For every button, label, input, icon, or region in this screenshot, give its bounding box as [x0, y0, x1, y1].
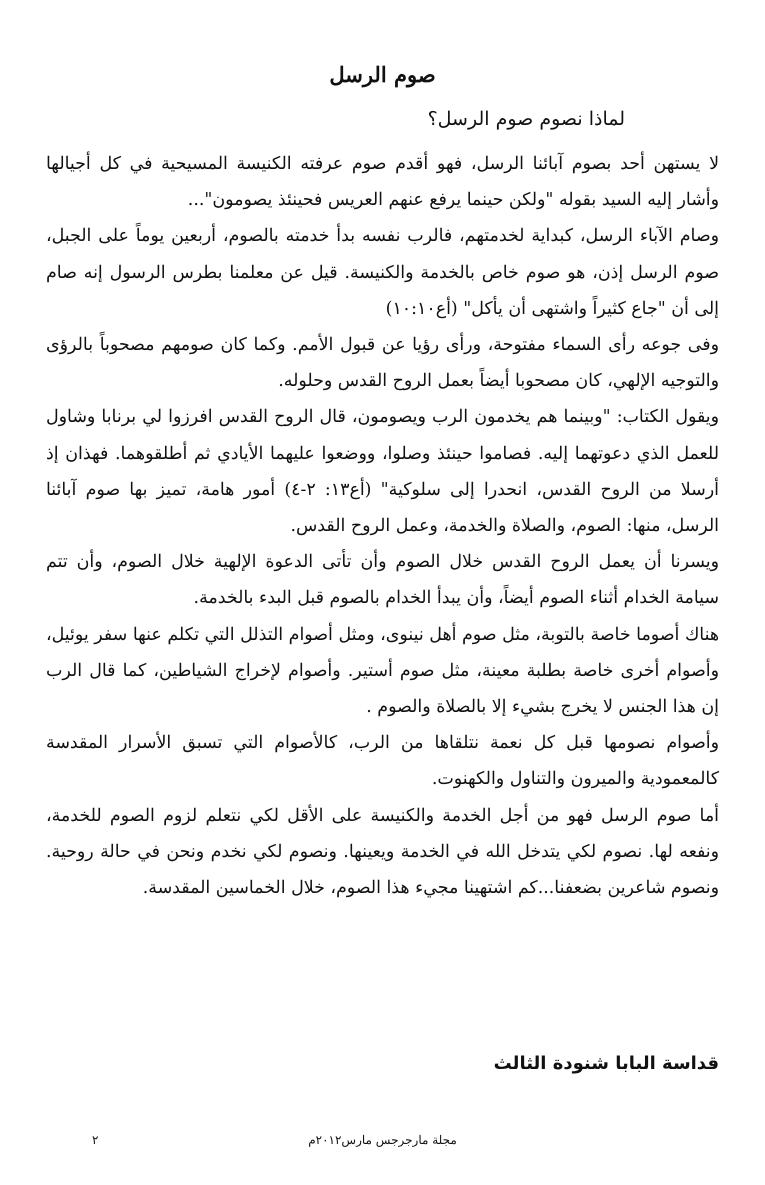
paragraph: أما صوم الرسل فهو من أجل الخدمة والكنيسة على الأقل لكي نتعلم لزوم الصوم للخدمة، ونفعه لها. نصوم لكي يتدخل الله في الخدمة ويعينها. ونصوم لكي نخدم ونحن في حالة روحية. ونصوم شاعرين بضعفنا...كم اشتهينا مجيء هذا الصوم، خلال الخماسين المقدسة.	[46, 805, 719, 899]
question-heading: لماذا نصوم صوم الرسل؟	[427, 108, 625, 130]
paragraph: وصام الآباء الرسل، كبداية لخدمتهم، فالرب نفسه بدأ خدمته بالصوم، أربعين يوماً على الجبل، صوم الرسل إذن، هو صوم خاص بالخدمة والكنيسة. قيل عن معلمنا بطرس الرسول إنه صام إلى أن "جاع كثيراً واشتهى أن يأكل" (أع١٠:١٠)	[46, 226, 719, 319]
footer-magazine-name: مجلة مارجرجس مارس٢٠١٢م	[308, 1133, 457, 1147]
paragraph: هناك أصوما خاصة بالتوبة، مثل صوم أهل نينوى، ومثل أصوام التذلل التي تكلم عنها سفر يوئيل، وأصوام أخرى خاصة بطلبة معينة، مثل صوم أستير. وأصوام لإخراج الشياطين، كما قال الرب إن هذا الجنس لا يخرج بشيء إلا بالصلاة والصوم .	[46, 624, 719, 718]
page-title: صوم الرسل	[329, 62, 436, 87]
page-number: ٢	[92, 1133, 99, 1147]
paragraph: لا يستهن أحد بصوم آبائنا الرسل، فهو أقدم صوم عرفته الكنيسة المسيحية في كل أجيالها وأشار إليه السيد بقوله "ولكن حينما يرفع عنهم العريس فحينئذ يصومون"...	[46, 154, 719, 211]
article-body	[46, 146, 719, 906]
author-signature: قداسة البابا شنودة الثالث	[493, 1053, 719, 1074]
page-footer	[0, 1133, 765, 1153]
paragraph: ويسرنا أن يعمل الروح القدس خلال الصوم وأن تأتى الدعوة الإلهية خلال الصوم، وأن تتم سيامة الخدام أثناء الصوم أيضاً، وأن يبدأ الخدام بالصوم قبل البدء بالخدمة.	[46, 552, 719, 609]
paragraph: وفى جوعه رأى السماء مفتوحة، ورأى رؤيا عن قبول الأمم. وكما كان صومهم مصحوباً بالرؤى والتوجيه الإلهي، كان مصحوبا أيضاً بعمل الروح القدس وحلوله.	[46, 335, 719, 392]
paragraph: وأصوام نصومها قبل كل نعمة نتلقاها من الرب، كالأصوام التي تسبق الأسرار المقدسة كالمعمودية والميرون والتناول والكهنوت.	[46, 733, 719, 790]
paragraph: ويقول الكتاب: "وبينما هم يخدمون الرب ويصومون، قال الروح القدس افرزوا لي برنابا وشاول للعمل الذي دعوتهما إليه. فصاموا حينئذ وصلوا، ووضعوا عليهما الأيادي ثم أطلقوهما. فهذان إذ أرسلا من الروح القدس، انحدرا إلى سلوكية" (أع١٣: ٢-٤) أمور هامة، تميز بها صوم آبائنا الرسل، منها: الصوم، والصلاة والخدمة، وعمل الروح القدس.	[46, 407, 719, 537]
